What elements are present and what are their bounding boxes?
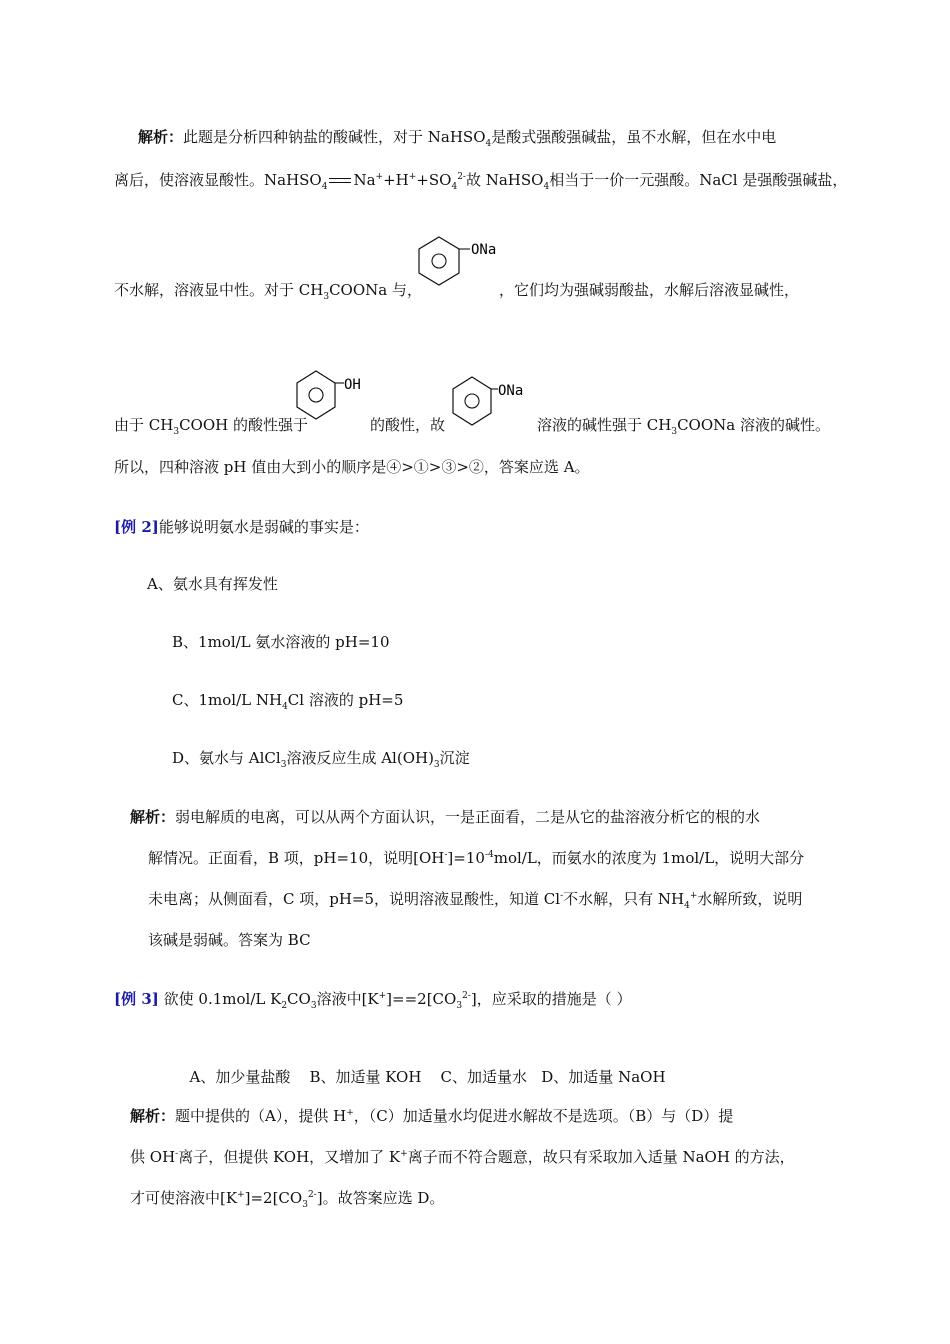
example-2-option-d: D、氨水与 AlCl$_3$溶液反应生成 $Al(OH)_3$沉淀	[172, 749, 470, 770]
example-3-analysis-line-3: 才可使溶液中$[K^+]=2[CO_3^{2-}]$。故答案应选 D。	[130, 1189, 445, 1210]
example-2-analysis-line-2: 解情况。正面看，B 项，pH=10，说明$[OH^-]=10^{-4}mol/L$，而氨水的浓度为 1mol/L，说明大部分	[148, 849, 805, 867]
analysis-line-4-mid: 的酸性，故	[370, 416, 446, 434]
analysis-line-3-tail: ，它们均为强碱弱酸盐，水解后溶液显碱性，	[499, 281, 800, 299]
sodium-phenoxide-structure	[414, 233, 504, 299]
ona-label: ONa	[471, 242, 497, 258]
analysis-line-1: 解析：此题是分析四种钠盐的酸碱性，对于 NaHSO$_4$是酸式强酸强碱盐，虽不水解，但在水中电	[138, 128, 777, 149]
example-3-analysis-line-2: 供 OH-离子，但提供 KOH，又增加了 K+离子而不符合题意，故只有采取加入适量 NaOH 的方法，	[130, 1148, 795, 1166]
analysis-line-3: 不水解，溶液显中性。对于 $CH_3COONa$ 与，	[114, 281, 422, 302]
example-2-option-c: C、1mol/L $NH_4Cl$ 溶液的 pH=5	[172, 691, 404, 712]
analysis-line-2: 离后，使溶液显酸性。NaHSO$_4$ $Na^++H^++SO_4^{2-}$故 NaHSO$_4$相当于一价一元强酸。NaCl 是强酸强碱盐，	[114, 171, 848, 192]
analysis-label: 解析：	[130, 1107, 176, 1125]
sodium-phenoxide-structure-2	[450, 371, 540, 437]
analysis-line-4: 由于 $CH_3COOH$ 的酸性强于	[114, 416, 308, 437]
example-2-option-b: B、1mol/L 氨水溶液的 pH=10	[172, 633, 390, 651]
example-2-analysis-line-3: 未电离；从侧面看，C 项，pH=5，说明溶液显酸性，知道 Cl-不水解，只有 $NH_4^+$水解所致，说明	[148, 890, 803, 911]
example-3-analysis-line-1: 解析：题中提供的（A），提供 H+，（C）加适量水均促进水解故不是选项。（B）与（D）提	[130, 1107, 734, 1125]
analysis-line-5: 所以，四种溶液 pH 值由大到小的顺序是④>①>③>②，答案应选 A。	[114, 458, 590, 476]
equals-sign-icon	[327, 176, 353, 186]
example-2-tag: [例 2]	[114, 518, 159, 536]
example-2-analysis-line-1: 解析：弱电解质的电离，可以从两个方面认识，一是正面看，二是从它的盐溶液分析它的根的水	[130, 808, 761, 826]
example-2-option-a: A、氨水具有挥发性	[147, 575, 278, 593]
example-2-analysis-line-4: 该碱是弱碱。答案为 BC	[148, 931, 311, 949]
analysis-line-4-tail: 溶液的碱性强于 $CH_3COONa$ 溶液的碱性。	[537, 416, 830, 437]
analysis-label: 解析：	[130, 808, 176, 826]
example-3-question: [例 3] 欲使 0.1mol/L $K_2CO_3$溶液中$[K^+]==2[CO_3^{2-}]$，应采取的措施是（ ）	[114, 990, 632, 1011]
example-3-options: A、加少量盐酸 B、加适量 KOH C、加适量水 D、加适量 NaOH	[189, 1068, 666, 1086]
example-2-question: [例 2]能够说明氨水是弱碱的事实是：	[114, 518, 369, 536]
example-3-tag: [例 3]	[114, 990, 159, 1008]
oh-label: OH	[344, 377, 361, 393]
ona-label-2: ONa	[498, 383, 524, 399]
analysis-label: 解析：	[138, 128, 184, 146]
